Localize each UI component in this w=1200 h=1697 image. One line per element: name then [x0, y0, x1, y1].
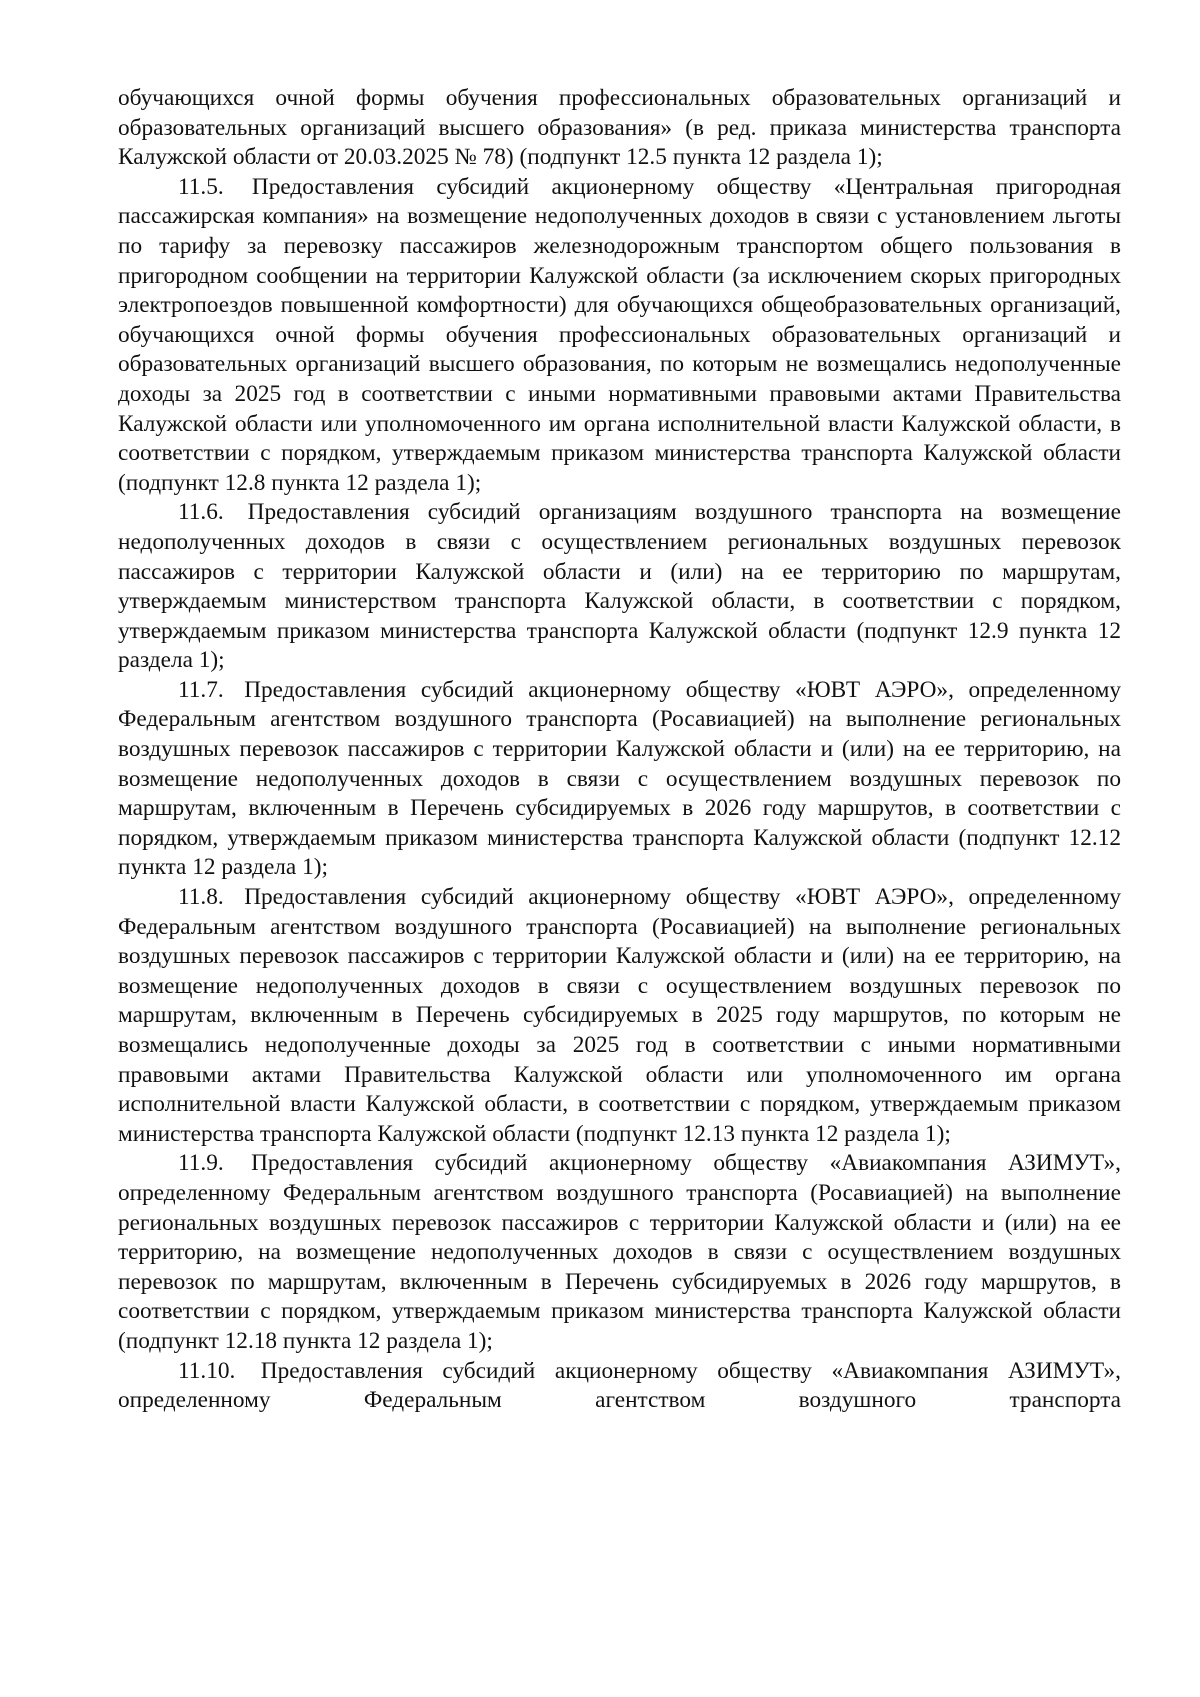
paragraph-text: обучающихся очной формы обучения профессиональных образовательных организаций и образовательных организаций высшего образования» (в ред. приказа министерства транспорта Калужской области от 20.03.2025 № 78) (подпункт 12.5 пункта 12 раздела 1);: [118, 85, 1121, 171]
paragraph-text: Предоставления субсидий акционерному обществу «ЮВТ АЭРО», определенному Федеральным агентством воздушного транспорта (Росавиацией) на выполнение региональных воздушных перевозок пассажиров с территории Калужской области и (или) на ее территорию, на возмещение недополученных доходов в связи с осуществлением воздушных перевозок по маршрутам, включенным в Перечень субсидируемых в 2026 году маршрутов, в соответствии с порядком, утверждаемым приказом министерства транспорта Калужской области (подпункт 12.12 пункта 12 раздела 1);: [118, 676, 1122, 881]
paragraph-11-10: [118, 1357, 1121, 1416]
paragraph-number: 11.8.: [178, 884, 224, 911]
paragraph-11-8: [118, 883, 1121, 1149]
paragraph-number: 11.10.: [178, 1357, 236, 1384]
paragraph-11-9: [118, 1149, 1121, 1356]
paragraph-text: Предоставления субсидий организациям воздушного транспорта на возмещение недополученных доходов в связи с осуществлением региональных воздушных перевозок пассажиров с территории Калужской области и (или) на ее территорию по маршрутам, утверждаемым министерством транспорта Калужской области, в соответствии с порядком, утверждаемым приказом министерства транспорта Калужской области (подпункт 12.9 пункта 12 раздела 1);: [118, 499, 1121, 674]
paragraph-text: Предоставления субсидий акционерному обществу «Центральная пригородная пассажирская компания» на возмещение недополученных доходов в связи с установлением льготы по тарифу за перевозку пассажиров железнодорожным транспортом общего пользования в пригородном сообщении на территории Калужской области (за исключением скорых пригородных электропоездов повышенной комфортности) для обучающихся общеобразовательных организаций, обучающихся очной формы обучения профессиональных образовательных организаций и образовательных организаций высшего образования, по которым не возмещались недополученные доходы за 2025 год в соответствии с иными нормативными правовыми актами Правительства Калужской области или уполномоченного им органа исполнительной власти Калужской области, в соответствии с порядком, утверждаемым приказом министерства транспорта Калужской области (подпункт 12.8 пункта 12 раздела 1);: [118, 173, 1122, 496]
paragraph-number: 11.5.: [178, 173, 224, 200]
paragraph-11-5: [118, 173, 1121, 499]
paragraph-text: Предоставления субсидий акционерному обществу «Авиакомпания АЗИМУТ», определенному Федеральным агентством воздушного транспорта (Росавиацией) на выполнение региональных воздушных перевозок пассажиров с территории Калужской области и (или) на ее территорию, на возмещение недополученных доходов в связи с осуществлением воздушных перевозок по маршрутам, включенным в Перечень субсидируемых в 2026 году маршрутов, в соответствии с порядком, утверждаемым приказом министерства транспорта Калужской области (подпункт 12.18 пункта 12 раздела 1);: [118, 1150, 1122, 1354]
paragraph-text: Предоставления субсидий акционерному обществу «ЮВТ АЭРО», определенному Федеральным агентством воздушного транспорта (Росавиацией) на выполнение региональных воздушных перевозок пассажиров с территории Калужской области и (или) на ее территорию, на возмещение недополученных доходов в связи с осуществлением воздушных перевозок по маршрутам, включенным в Перечень субсидируемых в 2025 году маршрутов, по которым не возмещались недополученные доходы за 2025 год в соответствии с иными нормативными правовыми актами Правительства Калужской области или уполномоченного им органа исполнительной власти Калужской области, в соответствии с порядком, утверждаемым приказом министерства транспорта Калужской области (подпункт 12.13 пункта 12 раздела 1);: [118, 884, 1122, 1147]
paragraph-number: 11.7.: [178, 676, 224, 703]
paragraph-continuation: [118, 84, 1121, 173]
paragraph-number: 11.9.: [178, 1150, 224, 1177]
paragraph-text: Предоставления субсидий акционерному обществу «Авиакомпания АЗИМУТ», определенному Федеральным агентством воздушного транспорта: [118, 1357, 1121, 1414]
document-body: [118, 84, 1121, 1416]
paragraph-11-6: [118, 498, 1121, 676]
paragraph-number: 11.6.: [178, 499, 224, 526]
paragraph-11-7: [118, 676, 1121, 883]
